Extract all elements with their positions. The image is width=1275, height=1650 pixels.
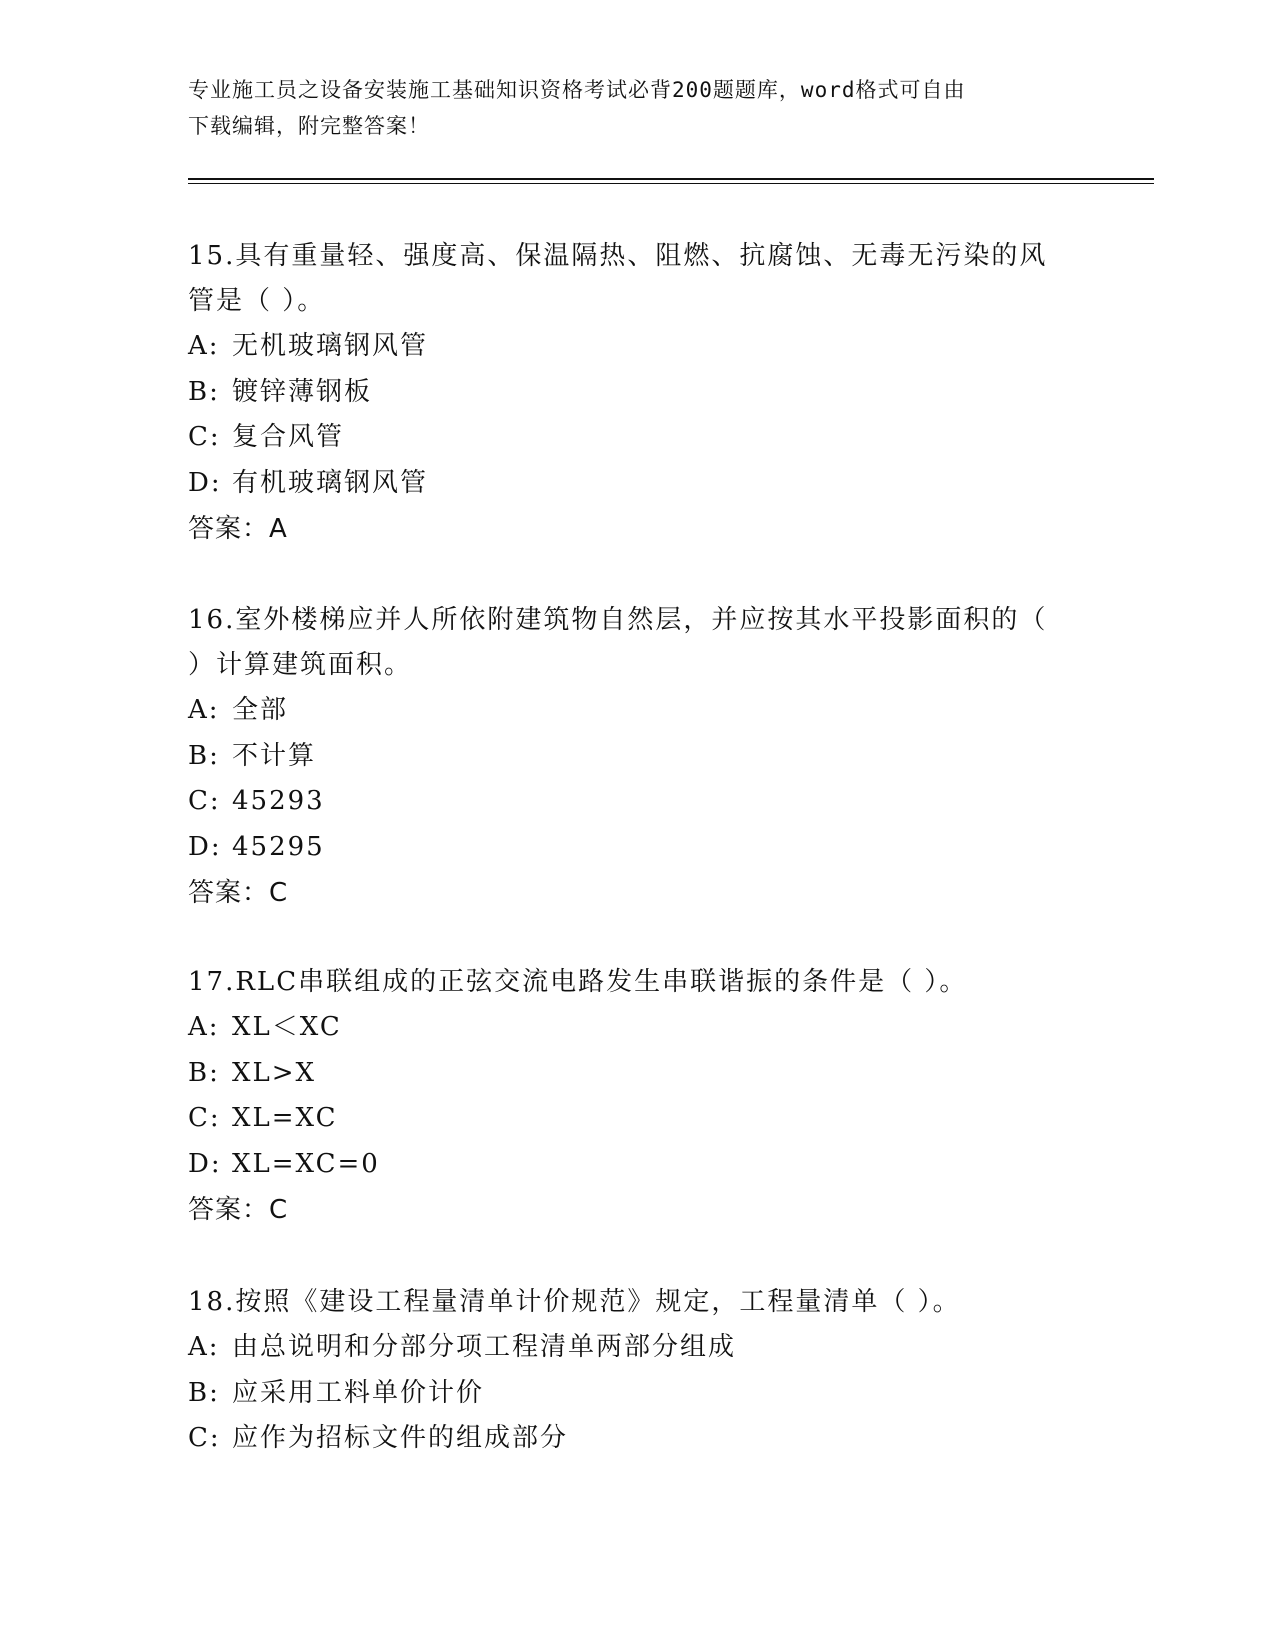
- option-text: 45293: [232, 786, 325, 816]
- option-c: [188, 415, 1088, 461]
- option-text: 全部: [232, 695, 289, 725]
- option-a: [188, 324, 1088, 370]
- option-d: [188, 825, 1088, 871]
- option-letter: A:: [188, 1012, 220, 1042]
- question-stem-line: 17.RLC串联组成的正弦交流电路发生串联谐振的条件是（ ）。: [188, 967, 968, 997]
- option-b: [188, 1371, 1088, 1417]
- question-16: [188, 598, 1088, 916]
- option-letter: B:: [188, 740, 220, 771]
- option-text: 复合风管: [232, 422, 345, 452]
- option-letter: C:: [188, 1103, 221, 1133]
- option-text: 应采用工料单价计价: [232, 1377, 485, 1408]
- answer-line: 答案：C: [188, 878, 289, 908]
- option-letter: A:: [188, 695, 220, 725]
- option-text: XL>X: [232, 1057, 317, 1088]
- option-letter: D:: [188, 1148, 222, 1179]
- option-letter: A:: [188, 331, 220, 361]
- option-c: [188, 1416, 1088, 1462]
- answer-line: 答案：C: [188, 1195, 289, 1225]
- option-text: XL=XC: [232, 1103, 338, 1133]
- question-stem-line: 15.具有重量轻、强度高、保温隔热、阻燃、抗腐蚀、无毒无污染的风: [188, 241, 1048, 271]
- option-text: 无机玻璃钢风管: [232, 331, 429, 361]
- option-d: [188, 461, 1088, 507]
- option-letter: A:: [188, 1332, 220, 1362]
- header-divider-thin: [188, 183, 1154, 184]
- header-line-1: 专业施工员之设备安装施工基础知识资格考试必背200题题库，word格式可自由: [188, 78, 966, 102]
- option-text: 45295: [232, 831, 325, 862]
- option-d: [188, 1142, 1088, 1188]
- option-text: 镀锌薄钢板: [232, 376, 373, 407]
- question-18: [188, 1280, 1088, 1462]
- option-c: [188, 1096, 1088, 1142]
- option-text: 不计算: [232, 740, 317, 771]
- option-a: [188, 1325, 1088, 1371]
- header-divider-thick: [188, 178, 1154, 180]
- option-b: [188, 370, 1088, 416]
- question-15: [188, 234, 1088, 552]
- option-b: [188, 1051, 1088, 1097]
- option-letter: B:: [188, 376, 220, 407]
- option-letter: B:: [188, 1377, 220, 1408]
- answer-line: 答案：A: [188, 514, 288, 544]
- option-text: XL＜XC: [232, 1012, 342, 1042]
- option-text: 由总说明和分部分项工程清单两部分组成: [232, 1332, 737, 1362]
- option-text: 应作为招标文件的组成部分: [232, 1423, 569, 1453]
- question-17: [188, 960, 1088, 1233]
- option-a: [188, 688, 1088, 734]
- option-text: XL=XC=0: [232, 1148, 380, 1179]
- option-a: [188, 1005, 1088, 1051]
- header-line-2: 下载编辑，附完整答案！: [188, 114, 430, 138]
- option-letter: C:: [188, 1423, 221, 1453]
- option-letter: C:: [188, 786, 221, 816]
- option-letter: D:: [188, 467, 222, 498]
- question-stem-line: 16.室外楼梯应并人所依附建筑物自然层，并应按其水平投影面积的（: [188, 605, 1048, 635]
- question-stem-line: 管是（ ）。: [188, 286, 326, 316]
- option-letter: B:: [188, 1057, 220, 1088]
- option-b: [188, 734, 1088, 780]
- option-letter: C:: [188, 422, 221, 452]
- question-stem-line: ）计算建筑面积。: [188, 650, 413, 680]
- document-header: [188, 72, 1088, 144]
- question-stem-line: 18.按照《建设工程量清单计价规范》规定，工程量清单（ ）。: [188, 1287, 961, 1317]
- option-text: 有机玻璃钢风管: [232, 467, 429, 498]
- option-c: [188, 779, 1088, 825]
- option-letter: D:: [188, 831, 222, 862]
